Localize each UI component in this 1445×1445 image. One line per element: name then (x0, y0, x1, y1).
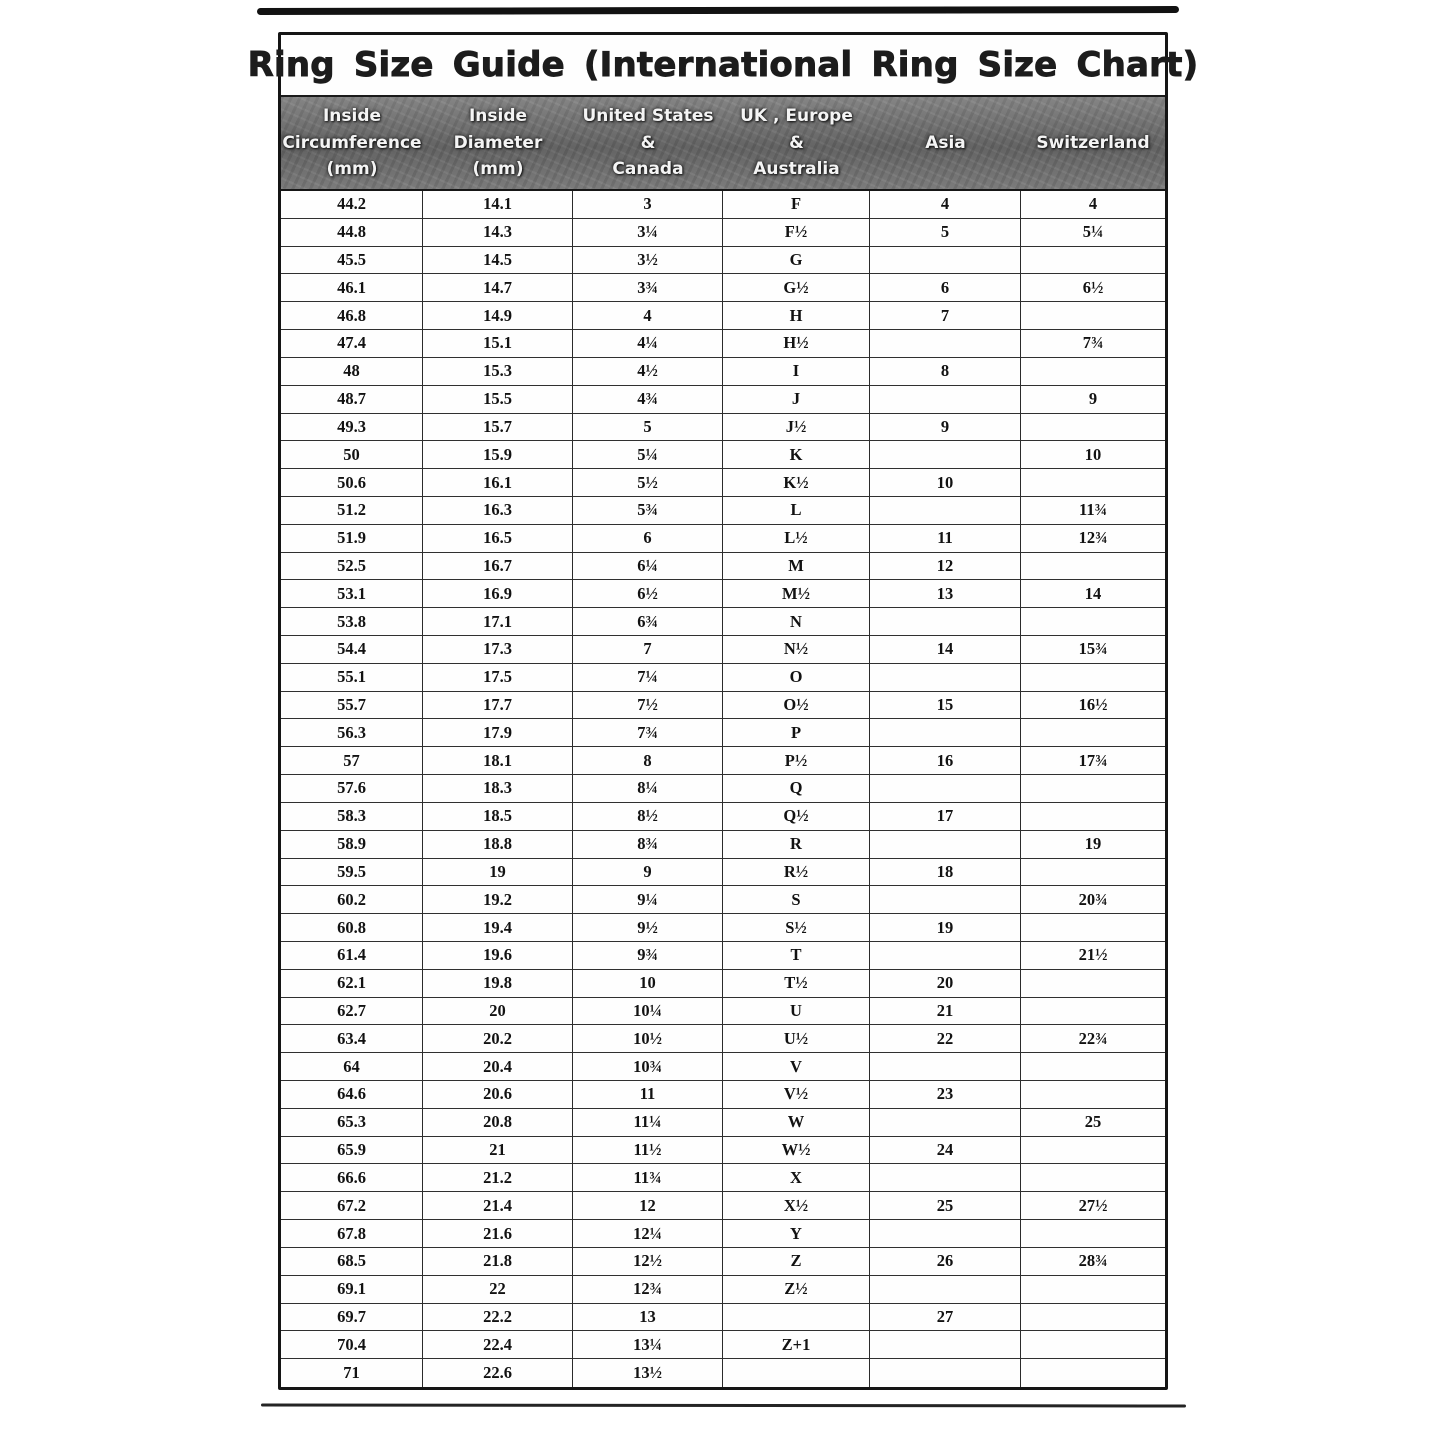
table-cell: N (723, 608, 870, 636)
table-cell: 15.7 (423, 414, 573, 442)
table-header-row (281, 95, 1165, 191)
table-cell: W½ (723, 1137, 870, 1165)
table-cell (1021, 775, 1165, 803)
table-cell: 14.7 (423, 274, 573, 302)
table-cell: 4 (573, 302, 723, 330)
table-cell: 14.5 (423, 247, 573, 275)
table-cell: 9 (573, 859, 723, 887)
table-cell (723, 1304, 870, 1332)
table-cell: 52.5 (281, 553, 423, 581)
table-cell: H½ (723, 330, 870, 358)
table-cell: 19 (1021, 831, 1165, 859)
table-cell: I (723, 358, 870, 386)
table-cell: 15 (870, 692, 1021, 720)
ring-size-chart (247, 32, 1199, 1390)
table-cell: 60.8 (281, 914, 423, 942)
table-cell: 19.4 (423, 914, 573, 942)
table-cell: 5¾ (573, 497, 723, 525)
table-cell: 7¼ (573, 664, 723, 692)
column-header-uk-europe-australia: UK , Europe & Australia (740, 106, 853, 180)
table-cell: 12½ (573, 1248, 723, 1276)
table-cell (1021, 1359, 1165, 1387)
table-cell: 19.2 (423, 886, 573, 914)
table-cell: 14 (1021, 580, 1165, 608)
table-cell: 16.5 (423, 525, 573, 553)
table-cell (1021, 358, 1165, 386)
table-cell (870, 386, 1021, 414)
table-cell: 19.8 (423, 970, 573, 998)
table-cell: 67.8 (281, 1220, 423, 1248)
table-cell (1021, 1276, 1165, 1304)
table-cell: 6¼ (573, 553, 723, 581)
table-cell: 17¾ (1021, 747, 1165, 775)
table-cell (1021, 553, 1165, 581)
table-cell: 6¾ (573, 608, 723, 636)
table-cell: 64.6 (281, 1081, 423, 1109)
table-cell: 20 (870, 970, 1021, 998)
column-header-asia: Asia (925, 132, 966, 153)
table-cell: 49.3 (281, 414, 423, 442)
table-cell: 14.9 (423, 302, 573, 330)
table-cell: 21 (870, 998, 1021, 1026)
table-cell: 22 (870, 1025, 1021, 1053)
table-cell: 12 (573, 1192, 723, 1220)
table-cell: Z+1 (723, 1331, 870, 1359)
table-cell: 16 (870, 747, 1021, 775)
table-cell: O½ (723, 692, 870, 720)
table-cell: 16.1 (423, 469, 573, 497)
table-cell: 4¾ (573, 386, 723, 414)
table-cell (870, 942, 1021, 970)
table-cell (870, 831, 1021, 859)
table-cell (1021, 1304, 1165, 1332)
top-divider-line (257, 6, 1179, 15)
table-cell: 6 (870, 274, 1021, 302)
table-cell (1021, 803, 1165, 831)
table-cell: 6 (573, 525, 723, 553)
table-cell: J (723, 386, 870, 414)
table-cell: 16.9 (423, 580, 573, 608)
table-cell: 56.3 (281, 719, 423, 747)
table-cell: 9 (1021, 386, 1165, 414)
table-cell: G½ (723, 274, 870, 302)
table-cell (870, 330, 1021, 358)
table-cell: 20.4 (423, 1053, 573, 1081)
table-cell: 22¾ (1021, 1025, 1165, 1053)
table-cell: 5¼ (573, 441, 723, 469)
table-cell: 6½ (573, 580, 723, 608)
chart-title-bar (247, 35, 1199, 95)
table-cell (1021, 414, 1165, 442)
table-cell: 18.5 (423, 803, 573, 831)
table-cell: 8¼ (573, 775, 723, 803)
table-cell: 55.7 (281, 692, 423, 720)
table-cell: Q½ (723, 803, 870, 831)
table-body (281, 191, 1165, 1387)
table-cell: 57.6 (281, 775, 423, 803)
table-cell: L½ (723, 525, 870, 553)
table-cell: 44.2 (281, 191, 423, 219)
table-cell: 25 (870, 1192, 1021, 1220)
table-cell: 10½ (573, 1025, 723, 1053)
table-cell: 47.4 (281, 330, 423, 358)
table-cell (1021, 1331, 1165, 1359)
table-cell: 65.9 (281, 1137, 423, 1165)
table-cell (1021, 1220, 1165, 1248)
table-cell: 5 (870, 219, 1021, 247)
column-header-united-states-canada: United States & Canada (582, 106, 714, 180)
table-cell: 17.1 (423, 608, 573, 636)
table-cell: 26 (870, 1248, 1021, 1276)
table-cell: 45.5 (281, 247, 423, 275)
table-cell: 48 (281, 358, 423, 386)
table-cell: 71 (281, 1359, 423, 1387)
table-cell: 17.7 (423, 692, 573, 720)
table-cell: 7 (573, 636, 723, 664)
table-cell: 17.3 (423, 636, 573, 664)
table-cell: 5½ (573, 469, 723, 497)
table-cell: 44.8 (281, 219, 423, 247)
table-cell (1021, 914, 1165, 942)
table-cell: 21.8 (423, 1248, 573, 1276)
table-cell: 10¼ (573, 998, 723, 1026)
table-cell: 61.4 (281, 942, 423, 970)
table-cell: 12¼ (573, 1220, 723, 1248)
table-cell: 4½ (573, 358, 723, 386)
table-cell: F½ (723, 219, 870, 247)
column-header-switzerland: Switzerland (1036, 132, 1150, 153)
table-cell: 46.1 (281, 274, 423, 302)
table-cell: 50.6 (281, 469, 423, 497)
table-cell (870, 1276, 1021, 1304)
table-cell: 19 (423, 859, 573, 887)
table-cell: 68.5 (281, 1248, 423, 1276)
table-cell: N½ (723, 636, 870, 664)
table-cell: 57 (281, 747, 423, 775)
table-cell (870, 886, 1021, 914)
table-cell: 12¾ (1021, 525, 1165, 553)
table-cell: 69.1 (281, 1276, 423, 1304)
table-cell: 16½ (1021, 692, 1165, 720)
table-cell: 66.6 (281, 1164, 423, 1192)
table-cell: 28¾ (1021, 1248, 1165, 1276)
table-cell: 46.8 (281, 302, 423, 330)
table-cell: 13 (573, 1304, 723, 1332)
table-cell: 7 (870, 302, 1021, 330)
table-cell (1021, 859, 1165, 887)
table-cell: 51.2 (281, 497, 423, 525)
table-cell (870, 1109, 1021, 1137)
table-cell: 25 (1021, 1109, 1165, 1137)
column-header-inside-diameter-mm: Inside Diameter (mm) (453, 106, 543, 180)
table-cell (870, 608, 1021, 636)
table-cell: V (723, 1053, 870, 1081)
table-cell: H (723, 302, 870, 330)
table-cell: 21.6 (423, 1220, 573, 1248)
table-cell: 21½ (1021, 942, 1165, 970)
table-cell: S½ (723, 914, 870, 942)
table-cell: 11 (573, 1081, 723, 1109)
table-cell: 62.1 (281, 970, 423, 998)
table-cell: 10 (870, 469, 1021, 497)
table-cell: 11¾ (1021, 497, 1165, 525)
table-cell: 63.4 (281, 1025, 423, 1053)
table-cell: 23 (870, 1081, 1021, 1109)
table-cell: 19 (870, 914, 1021, 942)
table-cell: Y (723, 1220, 870, 1248)
table-cell: 3½ (573, 247, 723, 275)
table-cell: 11½ (573, 1137, 723, 1165)
table-cell: X½ (723, 1192, 870, 1220)
table-cell: 58.9 (281, 831, 423, 859)
table-cell: 19.6 (423, 942, 573, 970)
table-cell: W (723, 1109, 870, 1137)
table-cell: 10¾ (573, 1053, 723, 1081)
table-cell: 13 (870, 580, 1021, 608)
table-cell: P½ (723, 747, 870, 775)
table-cell: 16.7 (423, 553, 573, 581)
table-cell: G (723, 247, 870, 275)
table-cell: 9½ (573, 914, 723, 942)
table-cell (870, 664, 1021, 692)
table-cell: U½ (723, 1025, 870, 1053)
table-cell (1021, 302, 1165, 330)
table-cell: 50 (281, 441, 423, 469)
table-cell: 59.5 (281, 859, 423, 887)
table-cell (1021, 247, 1165, 275)
table-cell (870, 441, 1021, 469)
table-cell: 12¾ (573, 1276, 723, 1304)
table-cell: 62.7 (281, 998, 423, 1026)
table-cell: 7½ (573, 692, 723, 720)
table-cell: Z (723, 1248, 870, 1276)
table-cell: 20.6 (423, 1081, 573, 1109)
table-cell: 51.9 (281, 525, 423, 553)
table-cell: R½ (723, 859, 870, 887)
table-cell: 15.9 (423, 441, 573, 469)
table-cell: 27½ (1021, 1192, 1165, 1220)
table-cell (1021, 1137, 1165, 1165)
table-cell: 53.8 (281, 608, 423, 636)
table-cell: Q (723, 775, 870, 803)
table-cell: 20¾ (1021, 886, 1165, 914)
table-cell: 12 (870, 553, 1021, 581)
table-cell: 4 (870, 191, 1021, 219)
table-cell: 14.1 (423, 191, 573, 219)
table-cell: 15.5 (423, 386, 573, 414)
table-cell: 69.7 (281, 1304, 423, 1332)
table-cell: 24 (870, 1137, 1021, 1165)
table-cell: F (723, 191, 870, 219)
table-cell: 11¼ (573, 1109, 723, 1137)
table-cell: 10 (1021, 441, 1165, 469)
table-cell: 13¼ (573, 1331, 723, 1359)
table-cell: 22 (423, 1276, 573, 1304)
table-cell: 65.3 (281, 1109, 423, 1137)
table-cell: 5¼ (1021, 219, 1165, 247)
table-cell (1021, 970, 1165, 998)
table-cell: 48.7 (281, 386, 423, 414)
table-cell: 16.3 (423, 497, 573, 525)
table-cell: 3 (573, 191, 723, 219)
table-cell (1021, 469, 1165, 497)
table-cell: 9¼ (573, 886, 723, 914)
table-cell: K (723, 441, 870, 469)
page-title: Ring Size Guide (International Ring Size Chart) (247, 45, 1199, 85)
table-cell: 3¼ (573, 219, 723, 247)
table-cell: S (723, 886, 870, 914)
table-cell: 17 (870, 803, 1021, 831)
table-cell: 7¾ (1021, 330, 1165, 358)
table-cell (1021, 608, 1165, 636)
table-cell: 22.6 (423, 1359, 573, 1387)
table-cell: 18.1 (423, 747, 573, 775)
table-cell: M (723, 553, 870, 581)
table-cell: 7¾ (573, 719, 723, 747)
table-cell: R (723, 831, 870, 859)
table-cell: 9¾ (573, 942, 723, 970)
table-cell: U (723, 998, 870, 1026)
table-cell: 20 (423, 998, 573, 1026)
table-cell: 15.3 (423, 358, 573, 386)
table-cell: 11 (870, 525, 1021, 553)
table-cell: 22.2 (423, 1304, 573, 1332)
table-cell: 67.2 (281, 1192, 423, 1220)
table-cell: 4¼ (573, 330, 723, 358)
table-cell: 17.5 (423, 664, 573, 692)
table-cell: V½ (723, 1081, 870, 1109)
table-cell: 15.1 (423, 330, 573, 358)
table-cell: 4 (1021, 191, 1165, 219)
table-cell: 21.2 (423, 1164, 573, 1192)
table-cell (1021, 719, 1165, 747)
table-cell: 8¾ (573, 831, 723, 859)
table-cell: 18.8 (423, 831, 573, 859)
table-cell: 22.4 (423, 1331, 573, 1359)
table-cell: 11¾ (573, 1164, 723, 1192)
table-cell: 8 (870, 358, 1021, 386)
table-cell: 18 (870, 859, 1021, 887)
table-cell (1021, 1081, 1165, 1109)
table-cell: 5 (573, 414, 723, 442)
table-cell (723, 1359, 870, 1387)
table-cell: 27 (870, 1304, 1021, 1332)
table-cell: P (723, 719, 870, 747)
table-cell: 21.4 (423, 1192, 573, 1220)
table-cell: 58.3 (281, 803, 423, 831)
table-cell (870, 1220, 1021, 1248)
table-cell (870, 775, 1021, 803)
table-cell: 64 (281, 1053, 423, 1081)
table-cell: J½ (723, 414, 870, 442)
table-cell: 55.1 (281, 664, 423, 692)
table-cell: T (723, 942, 870, 970)
table-cell: 21 (423, 1137, 573, 1165)
table-cell: Z½ (723, 1276, 870, 1304)
table-cell (1021, 1164, 1165, 1192)
table-cell: 14.3 (423, 219, 573, 247)
table-cell (1021, 1053, 1165, 1081)
column-header-inside-circumference-mm: Inside Circumference (mm) (282, 106, 422, 180)
table-cell: X (723, 1164, 870, 1192)
table-cell: T½ (723, 970, 870, 998)
table-cell: 8 (573, 747, 723, 775)
table-cell (870, 1331, 1021, 1359)
table-cell: O (723, 664, 870, 692)
table-cell (870, 719, 1021, 747)
table-cell (870, 1164, 1021, 1192)
table-cell (870, 247, 1021, 275)
table-cell: 10 (573, 970, 723, 998)
table-cell: 14 (870, 636, 1021, 664)
table-cell: 3¾ (573, 274, 723, 302)
table-cell (870, 497, 1021, 525)
table-cell: 60.2 (281, 886, 423, 914)
table-cell (1021, 664, 1165, 692)
table-cell: 53.1 (281, 580, 423, 608)
table-cell: 6½ (1021, 274, 1165, 302)
table-cell: 20.8 (423, 1109, 573, 1137)
table-cell: L (723, 497, 870, 525)
bottom-divider-line (261, 1404, 1186, 1408)
table-cell: 54.4 (281, 636, 423, 664)
table-cell (870, 1053, 1021, 1081)
table-cell (870, 1359, 1021, 1387)
table-cell: 70.4 (281, 1331, 423, 1359)
table-cell: 9 (870, 414, 1021, 442)
table-cell: 17.9 (423, 719, 573, 747)
table-cell: K½ (723, 469, 870, 497)
table-cell: 13½ (573, 1359, 723, 1387)
table-cell: 8½ (573, 803, 723, 831)
table-cell: 20.2 (423, 1025, 573, 1053)
table-cell: 18.3 (423, 775, 573, 803)
table-cell (1021, 998, 1165, 1026)
table-cell: M½ (723, 580, 870, 608)
table-cell: 15¾ (1021, 636, 1165, 664)
